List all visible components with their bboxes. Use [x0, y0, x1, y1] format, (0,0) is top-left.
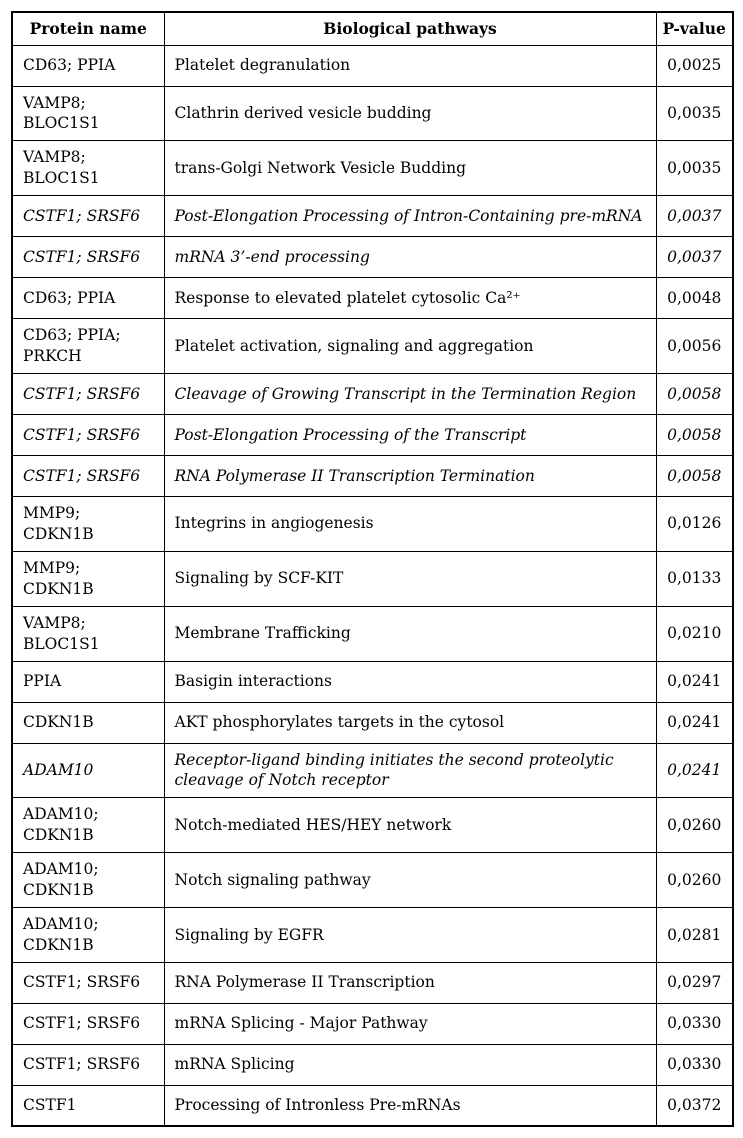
pathway-cell: AKT phosphorylates targets in the cytosol — [164, 702, 656, 743]
protein-cell: VAMP8; BLOC1S1 — [12, 141, 164, 196]
protein-cell: CSTF1; SRSF6 — [12, 962, 164, 1003]
pathway-cell: Platelet degranulation — [164, 45, 656, 86]
protein-cell: CSTF1; SRSF6 — [12, 1003, 164, 1044]
table-row — [12, 319, 733, 374]
pathway-cell: Integrins in angiogenesis — [164, 497, 656, 552]
table-row — [12, 278, 733, 319]
pvalue-cell: 0,0037 — [656, 196, 733, 237]
protein-cell: VAMP8; BLOC1S1 — [12, 86, 164, 141]
table-row — [12, 606, 733, 661]
pathway-cell: RNA Polymerase II Transcription — [164, 962, 656, 1003]
pathway-cell: mRNA Splicing - Major Pathway — [164, 1003, 656, 1044]
protein-cell: CSTF1 — [12, 1085, 164, 1126]
pathway-cell: Platelet activation, signaling and aggregation — [164, 319, 656, 374]
protein-cell: ADAM10 — [12, 743, 164, 798]
table-row — [12, 702, 733, 743]
pathway-cell: Processing of Intronless Pre-mRNAs — [164, 1085, 656, 1126]
pvalue-cell: 0,0126 — [656, 497, 733, 552]
pvalue-cell: 0,0048 — [656, 278, 733, 319]
protein-cell: CSTF1; SRSF6 — [12, 196, 164, 237]
protein-cell: CD63; PPIA — [12, 45, 164, 86]
pathway-cell: Notch-mediated HES/HEY network — [164, 798, 656, 853]
pvalue-cell: 0,0241 — [656, 661, 733, 702]
pathway-cell: Notch signaling pathway — [164, 853, 656, 908]
table-row — [12, 743, 733, 798]
protein-cell: CDKN1B — [12, 702, 164, 743]
column-header-biological-pathways: Biological pathways — [164, 12, 656, 45]
pvalue-cell: 0,0330 — [656, 1003, 733, 1044]
pvalue-cell: 0,0058 — [656, 374, 733, 415]
pathway-cell: Receptor-ligand binding initiates the second proteolytic cleavage of Notch receptor — [164, 743, 656, 798]
pvalue-cell: 0,0241 — [656, 743, 733, 798]
protein-cell: CD63; PPIA; PRKCH — [12, 319, 164, 374]
pvalue-cell: 0,0058 — [656, 415, 733, 456]
pathway-cell: Cleavage of Growing Transcript in the Termination Region — [164, 374, 656, 415]
protein-cell: CSTF1; SRSF6 — [12, 1044, 164, 1085]
table-row — [12, 374, 733, 415]
table-row — [12, 853, 733, 908]
protein-cell: VAMP8; BLOC1S1 — [12, 606, 164, 661]
pvalue-cell: 0,0133 — [656, 551, 733, 606]
pvalue-cell: 0,0035 — [656, 86, 733, 141]
pathways-table — [11, 11, 734, 1127]
protein-cell: CSTF1; SRSF6 — [12, 374, 164, 415]
pvalue-cell: 0,0281 — [656, 908, 733, 963]
protein-cell: ADAM10; CDKN1B — [12, 798, 164, 853]
pathway-cell: Clathrin derived vesicle budding — [164, 86, 656, 141]
pvalue-cell: 0,0260 — [656, 853, 733, 908]
protein-cell: CSTF1; SRSF6 — [12, 415, 164, 456]
protein-cell: CSTF1; SRSF6 — [12, 237, 164, 278]
table-row — [12, 1044, 733, 1085]
pvalue-cell: 0,0035 — [656, 141, 733, 196]
table-row — [12, 456, 733, 497]
table-row — [12, 415, 733, 456]
table-row — [12, 908, 733, 963]
table-body — [12, 45, 733, 1126]
table-row — [12, 45, 733, 86]
pvalue-cell: 0,0241 — [656, 702, 733, 743]
pvalue-cell: 0,0297 — [656, 962, 733, 1003]
pvalue-cell: 0,0372 — [656, 1085, 733, 1126]
pathway-cell: mRNA 3’-end processing — [164, 237, 656, 278]
pathway-cell: Signaling by EGFR — [164, 908, 656, 963]
table-row — [12, 196, 733, 237]
protein-cell: CD63; PPIA — [12, 278, 164, 319]
table-row — [12, 1003, 733, 1044]
protein-cell: MMP9; CDKN1B — [12, 551, 164, 606]
pvalue-cell: 0,0260 — [656, 798, 733, 853]
protein-cell: CSTF1; SRSF6 — [12, 456, 164, 497]
pathway-cell: mRNA Splicing — [164, 1044, 656, 1085]
pvalue-cell: 0,0025 — [656, 45, 733, 86]
table-row — [12, 661, 733, 702]
table-row — [12, 86, 733, 141]
protein-cell: MMP9; CDKN1B — [12, 497, 164, 552]
pathway-cell: Response to elevated platelet cytosolic Ca²⁺ — [164, 278, 656, 319]
pvalue-cell: 0,0037 — [656, 237, 733, 278]
table-row — [12, 798, 733, 853]
pvalue-cell: 0,0058 — [656, 456, 733, 497]
table-row — [12, 141, 733, 196]
pathway-cell: Signaling by SCF-KIT — [164, 551, 656, 606]
protein-cell: ADAM10; CDKN1B — [12, 853, 164, 908]
pathway-cell: RNA Polymerase II Transcription Termination — [164, 456, 656, 497]
pvalue-cell: 0,0056 — [656, 319, 733, 374]
pvalue-cell: 0,0210 — [656, 606, 733, 661]
table-header — [12, 12, 733, 45]
protein-cell: ADAM10; CDKN1B — [12, 908, 164, 963]
table-row — [12, 237, 733, 278]
column-header-p-value: P-value — [656, 12, 733, 45]
pathway-cell: Membrane Trafficking — [164, 606, 656, 661]
pathway-cell: Post-Elongation Processing of the Transcript — [164, 415, 656, 456]
table-row — [12, 551, 733, 606]
pvalue-cell: 0,0330 — [656, 1044, 733, 1085]
table-row — [12, 962, 733, 1003]
header-row — [12, 12, 733, 45]
pathway-cell: Post-Elongation Processing of Intron-Containing pre-mRNA — [164, 196, 656, 237]
protein-cell: PPIA — [12, 661, 164, 702]
pathway-cell: Basigin interactions — [164, 661, 656, 702]
table-row — [12, 1085, 733, 1126]
table-row — [12, 497, 733, 552]
pathway-cell: trans-Golgi Network Vesicle Budding — [164, 141, 656, 196]
column-header-protein-name: Protein name — [12, 12, 164, 45]
